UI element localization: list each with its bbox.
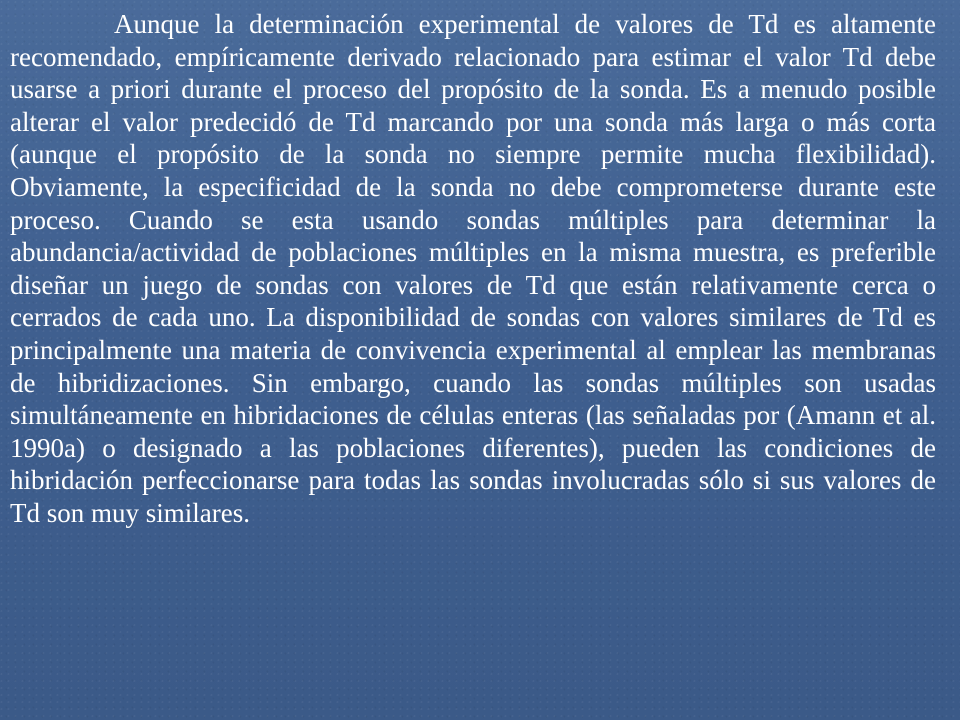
slide-body-paragraph: Aunque la determinación experimental de valores de Td es altamente recomendado, empíricamente derivado relacionado para estimar el valor Td debe usarse a priori durante el proceso del propósito de la sonda. Es a menudo posible alterar el valor predecidó de Td marcando por una sonda más larga o más corta (aunque el propósito de la sonda no siempre permite mucha flexibilidad). Obviamente, la especificidad de la sonda no debe comprometerse durante este proceso. Cuando se esta usando sondas múltiples para determinar la abundancia/actividad de poblaciones múltiples en la misma muestra, es preferible diseñar un juego de sondas con valores de Td que están relativamente cerca o cerrados de cada uno. La disponibilidad de sondas con valores similares de Td es principalmente una materia de convivencia experimental al emplear las membranas de hibridizaciones. Sin embargo, cuando las sondas múltiples son usadas simultáneamente en hibridaciones de células enteras (las señaladas por (Amann et al. 1990a) o designado a las poblaciones diferentes), pueden las condiciones de hibridación perfeccionarse para todas las sondas involucradas sólo si sus valores de Td son muy similares. — [10, 9, 936, 528]
